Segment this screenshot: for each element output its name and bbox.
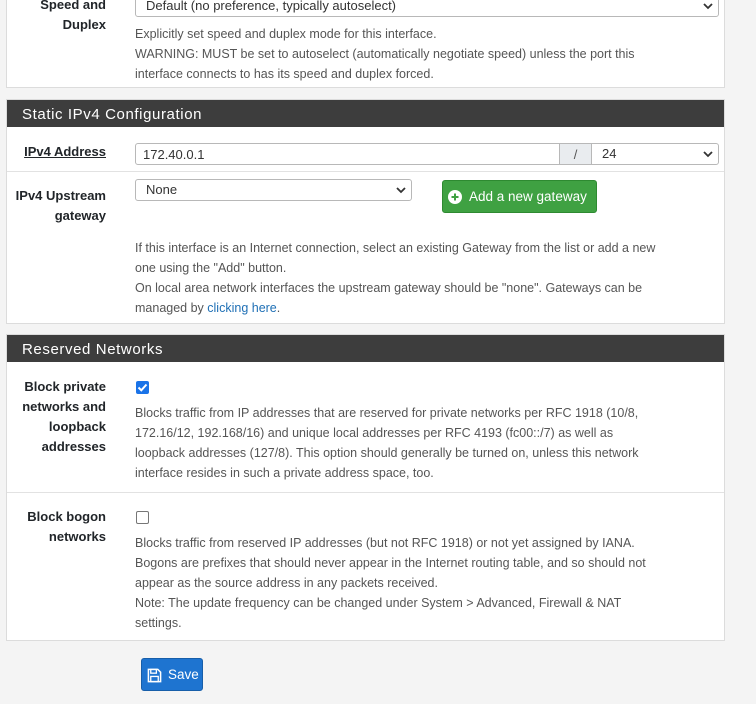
- speed-duplex-label: Speed and Duplex: [40, 0, 106, 32]
- add-gateway-button[interactable]: Add a new gateway: [442, 180, 597, 213]
- block-private-row: [7, 362, 724, 492]
- block-bogon-row: [7, 492, 724, 641]
- block-bogon-label: Block bogon networks: [27, 509, 106, 544]
- ipv4-address-label: IPv4 Address: [24, 144, 106, 159]
- ipv4-gateway-help: If this interface is an Internet connection, select an existing Gateway from the list or add a new one using the "Add" button. On local area network interfaces the upstream gateway should be "none". Gateways can be managed by clicking here.: [135, 241, 656, 315]
- ipv4-gateway-label: IPv4 Upstream gateway: [15, 188, 106, 223]
- block-private-checkbox[interactable]: [136, 381, 149, 394]
- static-ipv4-heading: Static IPv4 Configuration: [7, 100, 724, 127]
- ipv4-gateway-select[interactable]: None: [135, 179, 412, 201]
- chevron-down-icon: [702, 0, 714, 13]
- reserved-networks-panel: [6, 334, 725, 641]
- chevron-down-icon: [395, 183, 407, 197]
- floppy-disk-icon: [147, 668, 162, 683]
- block-private-label: Block private networks and loopback addresses: [22, 379, 106, 454]
- ipv4-address-row: [7, 127, 724, 171]
- block-private-help: Blocks traffic from IP addresses that are reserved for private networks per RFC 1918 (10/8, 172.16/12, 192.168/16) and unique local addresses per RFC 4193 (fc00::/7) as well as loopback addresses (127/8). This option should generally be turned on, unless this network interface resides in such a private address space, too.: [135, 406, 639, 480]
- ipv4-gateway-row: [7, 171, 724, 324]
- block-bogon-checkbox[interactable]: [136, 511, 149, 524]
- block-bogon-help: Blocks traffic from reserved IP addresses (but not RFC 1918) or not yet assigned by IANA. Bogons are prefixes that should never appear in the Internet routing table, and so should not appear as the source address in any packets received. Note: The update frequency can be changed under System > Advanced, Firewall & NAT settings.: [135, 536, 646, 630]
- save-button[interactable]: Save: [141, 658, 203, 691]
- speed-duplex-panel: [6, 0, 725, 88]
- static-ipv4-panel: [6, 99, 725, 324]
- reserved-networks-heading: Reserved Networks: [7, 335, 724, 362]
- ipv4-prefix-select[interactable]: 24: [591, 143, 719, 165]
- gateways-link[interactable]: clicking here: [207, 301, 277, 315]
- cidr-slash: /: [560, 143, 591, 165]
- ipv4-address-input[interactable]: 172.40.0.1: [135, 143, 560, 165]
- chevron-down-icon: [702, 147, 714, 161]
- speed-duplex-help: Explicitly set speed and duplex mode for this interface. WARNING: MUST be set to autoselect (automatically negotiate speed) unless the port this interface connects to has its speed and duplex forced.: [135, 27, 635, 81]
- plus-icon: [448, 190, 462, 204]
- speed-duplex-select[interactable]: Default (no preference, typically autoselect): [135, 0, 719, 17]
- checkmark-icon: [136, 381, 149, 394]
